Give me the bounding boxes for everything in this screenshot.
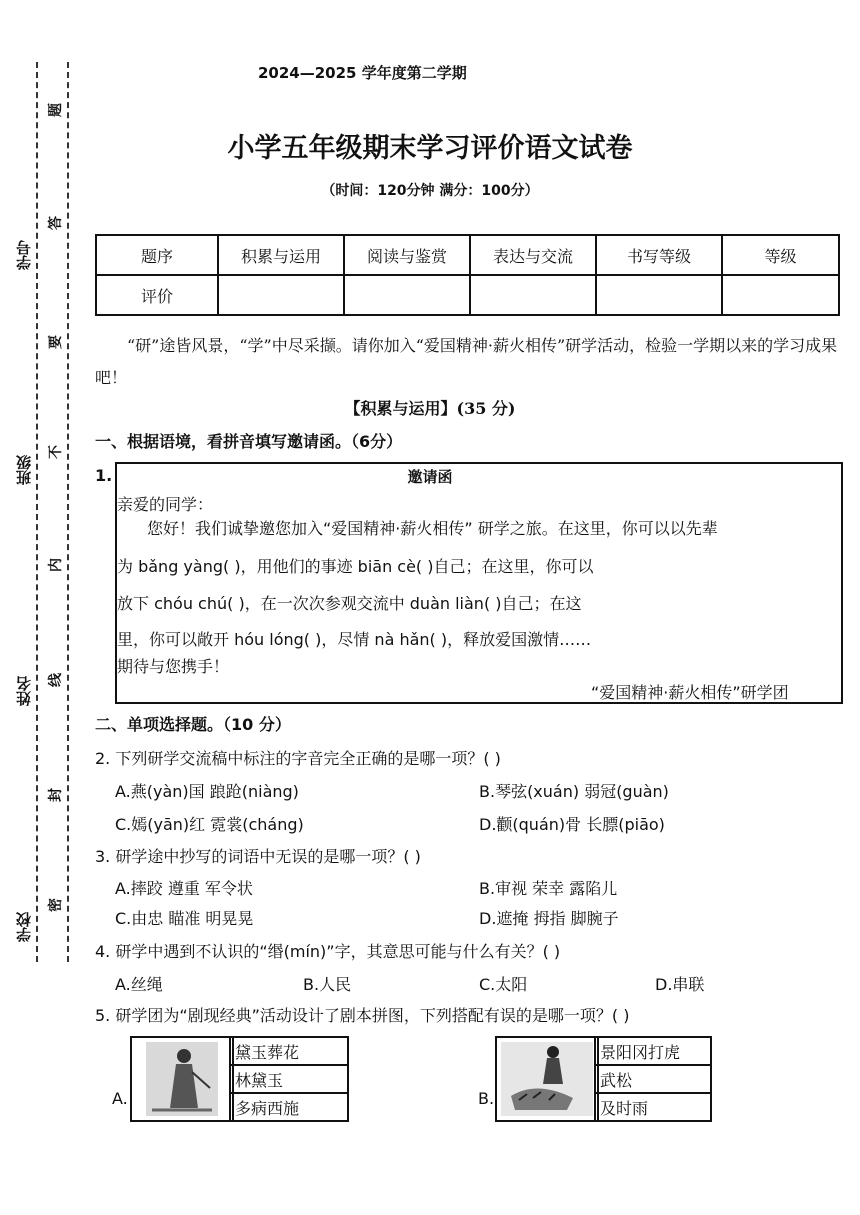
- q3-option-b[interactable]: B.审视 荣幸 露陷儿: [479, 879, 618, 898]
- student-id-label: 学号: [15, 240, 33, 270]
- q5-a-item: 林黛玉: [230, 1065, 348, 1093]
- q5-stem: 5. 研学团为“剧现经典”活动设计了剧本拼图，下列搭配有误的是哪一项？( ): [95, 1006, 630, 1025]
- q5-option-a-letter[interactable]: A.: [112, 1089, 128, 1108]
- score-cell[interactable]: [344, 275, 470, 315]
- score-header: 等级: [722, 235, 839, 275]
- school-label: 学校: [15, 912, 33, 942]
- exam-info: （时间：120分钟 满分：100分）: [321, 183, 539, 199]
- q3-option-d[interactable]: D.遮掩 拇指 脚腕子: [479, 909, 619, 928]
- score-cell[interactable]: [470, 275, 596, 315]
- q1-number: 1.: [95, 466, 113, 485]
- q5-b-item: 及时雨: [595, 1093, 711, 1121]
- score-cell[interactable]: [596, 275, 722, 315]
- score-header: 阅读与鉴赏: [344, 235, 470, 275]
- seal-char: 线: [48, 673, 64, 687]
- seal-char: 不: [48, 445, 64, 459]
- score-header: 表达与交流: [470, 235, 596, 275]
- intro-text: “研”途皆风景，“学”中尽采撷。请你加入“爱国精神·薪火相传”研学活动，检验一学期以来的学习成果吧！: [95, 336, 838, 387]
- seal-char: 题: [48, 103, 64, 117]
- q5-a-item: 多病西施: [230, 1093, 348, 1121]
- q4-option-b[interactable]: B.人民: [303, 975, 352, 994]
- q2-stem: 2. 下列研学交流稿中标注的字音完全正确的是哪一项？( ): [95, 749, 501, 768]
- score-table: [95, 234, 840, 316]
- q1-heading: 一、根据语境，看拼音填写邀请函。（6分）: [95, 432, 403, 451]
- invitation-line: 放下 chóu chú( )，在一次次参观交流中 duàn liàn( )自己；在这: [117, 594, 582, 613]
- q2-option-a[interactable]: A.燕(yàn)国 踉跄(niàng): [115, 782, 299, 801]
- section-heading: 【积累与运用】(35 分): [344, 399, 516, 418]
- invitation-greeting: 亲爱的同学：: [117, 495, 214, 514]
- q2-option-b[interactable]: B.琴弦(xuán) 弱冠(guàn): [479, 782, 669, 801]
- wusong-illustration: [495, 1036, 599, 1122]
- q3-stem: 3. 研学途中抄写的词语中无误的是哪一项？( ): [95, 847, 421, 866]
- score-cell[interactable]: [722, 275, 839, 315]
- invitation-signature: “爱国精神·薪火相传”研学团: [591, 683, 789, 702]
- seal-char: 密: [48, 898, 64, 912]
- class-label: 班级: [15, 455, 33, 485]
- q4-option-a[interactable]: A.丝绳: [115, 975, 163, 994]
- q5-b-item: 武松: [595, 1065, 711, 1093]
- q5-option-a-table: [229, 1036, 349, 1122]
- q2-option-c[interactable]: C.嫣(yān)红 霓裳(cháng): [115, 815, 304, 834]
- score-header: 题序: [96, 235, 218, 275]
- score-header: 书写等级: [596, 235, 722, 275]
- seal-char: 要: [48, 335, 64, 349]
- part2-heading: 二、单项选择题。（10 分）: [95, 715, 291, 734]
- q5-a-item: 黛玉葬花: [230, 1037, 348, 1065]
- invitation-line: 您好！我们诚挚邀您加入“爱国精神·薪火相传” 研学之旅。在这里，你可以以先辈: [147, 519, 718, 538]
- seal-char: 内: [48, 558, 64, 572]
- daiyu-illustration: [130, 1036, 234, 1122]
- invitation-title: 邀请函: [407, 468, 453, 486]
- seal-char: 封: [48, 788, 64, 802]
- invitation-line: 为 bǎng yàng( )，用他们的事迹 biān cè( )自己；在这里，你可以: [117, 557, 594, 576]
- term-label: 2024—2025 学年度第二学期: [258, 64, 467, 82]
- daiyu-figure-icon: [132, 1038, 232, 1120]
- q4-stem: 4. 研学中遇到不认识的“缗(mín)”字，其意思可能与什么有关？( ): [95, 942, 561, 961]
- name-label: 姓名: [15, 676, 33, 706]
- wusong-tiger-icon: [497, 1038, 597, 1120]
- invitation-line: 里，你可以敞开 hóu lóng( )，尽情 nà hǎn( )，释放爱国激情……: [117, 630, 592, 649]
- q4-option-c[interactable]: C.太阳: [479, 975, 528, 994]
- invitation-line: 期待与您携手！: [117, 657, 230, 676]
- score-header: 积累与运用: [218, 235, 344, 275]
- q5-b-item: 景阳冈打虎: [595, 1037, 711, 1065]
- q4-option-d[interactable]: D.串联: [655, 975, 705, 994]
- q5-option-b-letter[interactable]: B.: [478, 1089, 495, 1108]
- seal-char: 答: [48, 216, 64, 230]
- q2-option-d[interactable]: D.颧(quán)骨 长膘(piāo): [479, 815, 665, 834]
- score-cell[interactable]: [218, 275, 344, 315]
- q3-option-c[interactable]: C.由忠 瞄准 明晃晃: [115, 909, 254, 928]
- score-row-label: 评价: [96, 275, 218, 315]
- q3-option-a[interactable]: A.摔跤 遵重 军令状: [115, 879, 253, 898]
- q5-option-b-table: [594, 1036, 712, 1122]
- page-title: 小学五年级期末学习评价语文试卷: [227, 133, 633, 164]
